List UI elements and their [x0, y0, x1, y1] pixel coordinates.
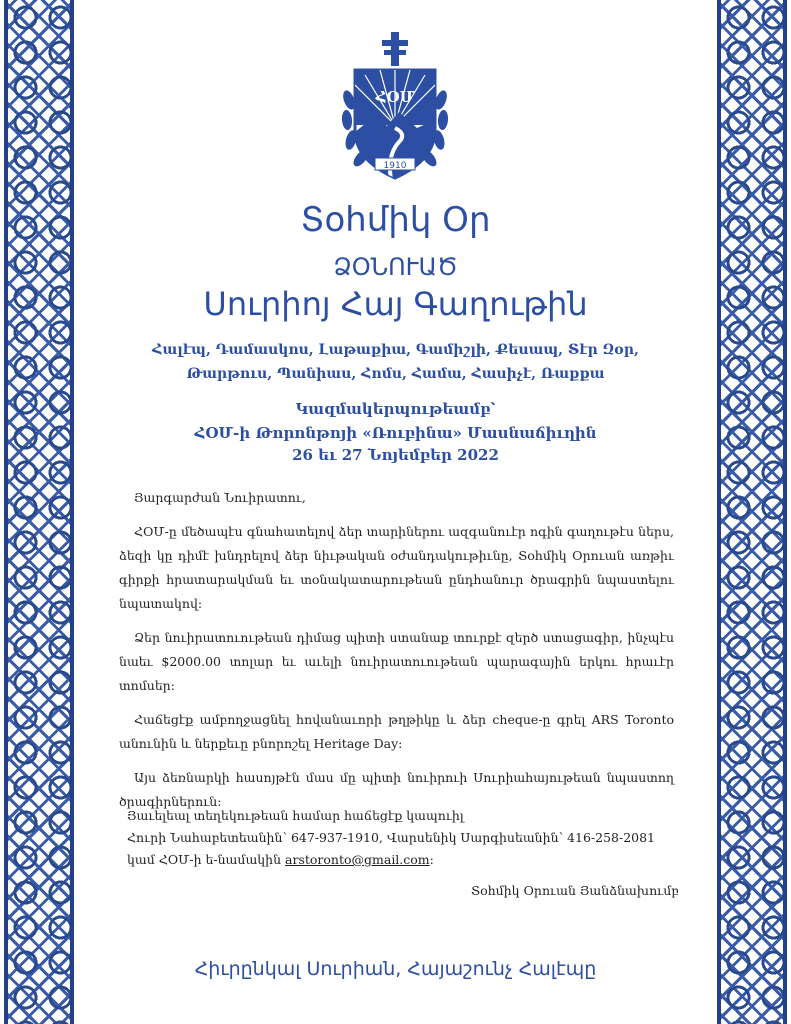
signature: Տօհմիկ Օրուան Յանձնախումբ [470, 883, 679, 898]
emblem-year: 1910 [383, 161, 407, 171]
event-date: 26 եւ 27 Նոյեմբեր 2022 [292, 446, 499, 464]
heading-line-3: Սուրիոյ Հայ Գաղութին [203, 285, 588, 323]
emblem-letters: ՀՕՄ [375, 88, 415, 106]
contact-line-1: Յաւելեալ տեղեկութեան համար հաճեցէք կապուիլ [127, 808, 464, 823]
contact-line-3 [127, 849, 655, 871]
letter-greeting: Յարգարժան Նուիրատու, [134, 490, 306, 505]
contact-line-3-prefix: կամ ՀՕՄ-ի ե-նամակին [127, 852, 286, 867]
letter-paragraph-3: Հաճեցէք ամբողջացնել հովանաւորի թղթիկը և ձեր cheque-ը գրել ARS Toronto անունին և ներքեւը բնորոշել Heritage Day: [119, 712, 674, 751]
organizer-block [90, 397, 701, 445]
decorative-border-left [4, 0, 74, 1024]
letter-paragraph-1: ՀՕՄ-ը մեծապէս գնահատելով ձեր տարիներու ազգանուէր ոգին գաղութէս ներս, ձեզի կը դիմէ խնդրելով ձեր նիւթական օժանդակութիւնը, Տօհմիկ Օրուան առթիւ գիրքի հրատարակման եւ տօնակատարութեան ընդհանուր ծրագրին նպաստելու նպատակով: [119, 524, 674, 611]
letter-paragraph-4: Այս ձեռնարկի հասոյթէն մաս մը պիտի նուիրուի Սուրիահայութեան նպաստող ծրագիրներուն: [119, 770, 674, 809]
footer-slogan: Հիւրընկալ Սուրիան, Հայաշունչ Հալէպը [194, 958, 597, 980]
letter-body [119, 486, 674, 814]
decorative-border-right [717, 0, 787, 1024]
letter-paragraph-2: Ձեր նուիրատուութեան դիմաց պիտի ստանաք տուրքէ զերծ ստացագիր, ինչպէս նաեւ $2000.00 տոլար եւ աւելի նուիրատուութեան պարագային երկու հրաւէր տոմսեր: [119, 630, 674, 693]
organizer-line-1: Կազմակերպութեամբ՝ [295, 400, 496, 418]
cities-line-1: Հալէպ, Դամասկոս, Լաթաքիա, Գամիշլի, Քեսապ, Տէր Զօր, [152, 342, 639, 358]
contact-line-3-suffix: : [429, 852, 434, 867]
contact-line-2: Հուրի Նահաբետեանին՝ 647-937-1910, Վարսենիկ Սարգիսեանին՝ 416-258-2081 [127, 830, 656, 845]
contact-info [127, 805, 655, 871]
ars-emblem-icon [335, 30, 455, 182]
heading-line-2: ՁՕՆՈՒԱԾ [333, 253, 458, 281]
cities-line-2: Թարթուս, Պանիաս, Հոմս, Համա, Հասիչէ, Ռաքքա [186, 366, 605, 382]
email-link[interactable]: arstoronto@gmail.com [285, 852, 430, 867]
heading-line-1: Տօհմիկ Օր [300, 200, 491, 240]
organizer-line-2: ՀՕՄ-ի Թորոնթոյի «Ռուբինա» Մասնաճիւղին [194, 424, 597, 442]
cities-list [90, 338, 701, 386]
